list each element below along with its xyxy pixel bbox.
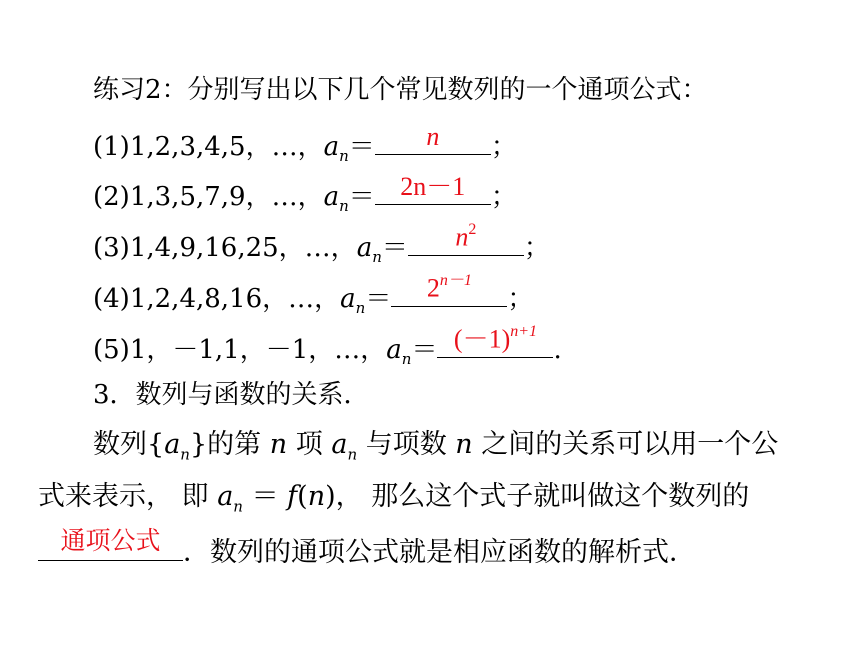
item-prefix: (1)1,2,3,4,5，…，: [93, 132, 324, 162]
item-prefix: (3)1,4,9,16,25，…，: [93, 233, 357, 263]
exercise-item-1: [93, 124, 517, 173]
exercise-title: [93, 73, 708, 107]
exercise-item-3: [93, 221, 550, 274]
p2-paren-close: ): [325, 481, 336, 512]
paragraph-line-2: [38, 477, 749, 526]
item-eq: ＝: [348, 132, 375, 162]
item-lhs: a: [323, 182, 340, 212]
item-lhs: a: [356, 233, 373, 263]
answer-blank: [408, 221, 524, 256]
paragraph-line-1: [93, 425, 778, 474]
p2-text-b: ， 那么这个式子就叫做这个数列的: [335, 481, 750, 512]
item-end: ；: [490, 182, 517, 212]
item-prefix: (5)1，－1,1，－1，…，: [93, 335, 387, 365]
item-lhs-sub: n: [339, 197, 349, 216]
item-lhs-sub: n: [355, 299, 366, 318]
item-eq: ＝: [365, 284, 392, 314]
answer-text: $2^{n-1}$: [426, 272, 472, 303]
answer-blank: [375, 124, 491, 155]
item-lhs-sub: n: [372, 248, 382, 267]
exercise-item-5: [93, 323, 562, 376]
p1-text-e: 之间的关系可以用一个公: [481, 429, 779, 460]
answer-blank: [437, 323, 553, 358]
answer-blank: [391, 272, 507, 307]
section-heading-text: 3．数列与函数的关系．: [93, 380, 370, 410]
p1-a-sub: n: [180, 445, 190, 464]
item-end: .: [553, 335, 562, 365]
p2-paren-open: (: [297, 481, 308, 512]
p1-text-c: 项: [295, 429, 323, 460]
p1-text-d: 与项数: [365, 429, 447, 460]
p2-f: f: [287, 481, 298, 512]
answer-blank-definition: [38, 526, 183, 561]
answer-text-definition: 通项公式: [60, 526, 161, 555]
answer-text: n: [426, 122, 440, 151]
p1-text-b: }的第: [189, 429, 262, 460]
item-prefix: (4)1,2,4,8,16，…，: [93, 284, 341, 314]
item-end: ；: [490, 132, 517, 162]
p1-a: a: [164, 429, 181, 460]
answer-text: 2n－1: [400, 172, 466, 201]
p1-text-a: 数列{: [93, 429, 165, 460]
item-eq: ＝: [411, 335, 438, 365]
p3-text: ．数列的通项公式就是相应函数的解析式．: [183, 537, 696, 568]
p1-n2: n: [455, 429, 473, 460]
p1-a2-sub: n: [347, 445, 358, 464]
p1-a2: a: [331, 429, 348, 460]
item-lhs: a: [386, 335, 402, 365]
item-end: ；: [523, 233, 550, 263]
answer-text: $n^2$: [455, 221, 477, 252]
item-eq: ＝: [381, 233, 408, 263]
exercise-title-text: 练习2：分别写出以下几个常见数列的一个通项公式：: [93, 75, 708, 105]
item-end: ；: [507, 284, 534, 314]
item-prefix: (2)1,3,5,7,9，…，: [93, 182, 324, 212]
paragraph-line-3: [38, 526, 696, 573]
answer-blank: [375, 174, 491, 205]
item-lhs-sub: n: [339, 147, 349, 166]
p2-a-sub: n: [233, 497, 243, 516]
item-eq: ＝: [348, 182, 375, 212]
item-lhs: a: [323, 132, 340, 162]
p2-eq: ＝: [251, 481, 279, 512]
section-heading: [93, 378, 370, 412]
exercise-item-4: [93, 272, 534, 325]
p2-a: a: [217, 481, 234, 512]
p2-n: n: [307, 481, 326, 512]
exercise-item-2: [93, 174, 517, 223]
p2-text-a: 式来表示， 即: [38, 481, 209, 512]
item-lhs-sub: n: [401, 350, 412, 369]
answer-text: $(-1)^{n+1}$: [453, 323, 538, 354]
item-lhs: a: [340, 284, 356, 314]
p1-n: n: [269, 429, 288, 460]
